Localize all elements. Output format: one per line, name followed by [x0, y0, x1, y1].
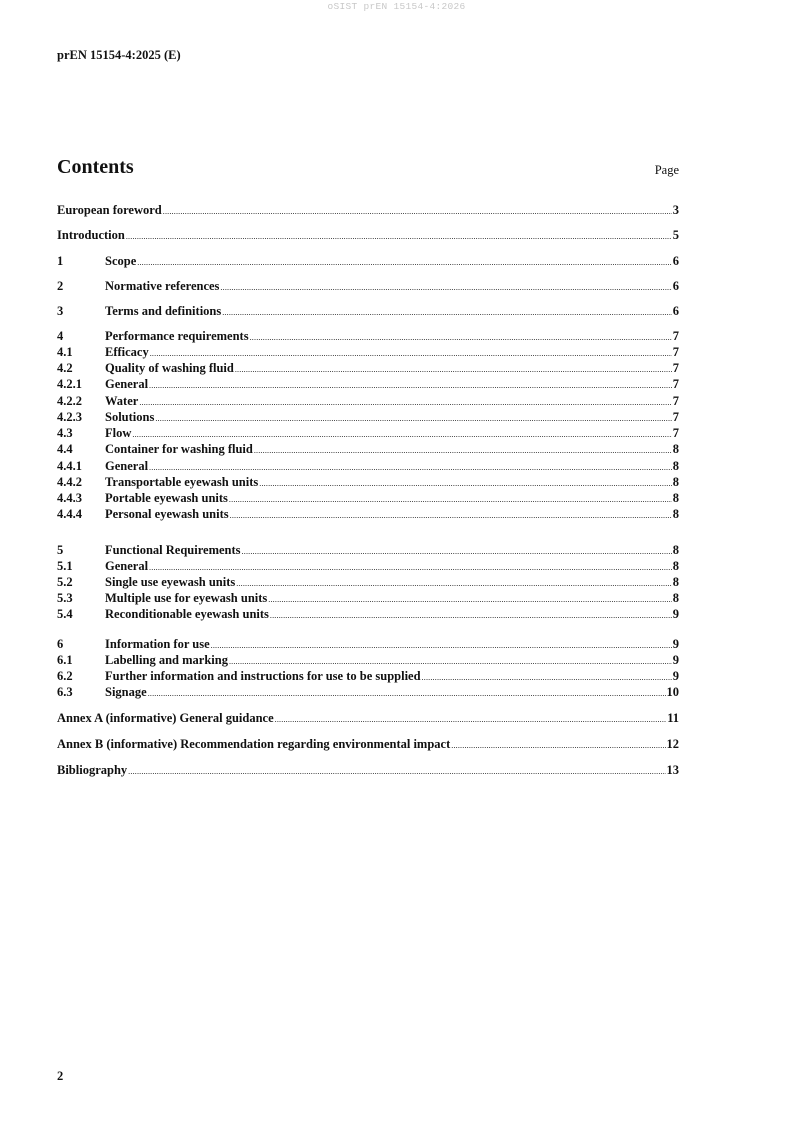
- page-number: 2: [57, 1069, 64, 1083]
- toc-entry[interactable]: [57, 574, 679, 590]
- toc-entry-page: 8: [672, 591, 679, 605]
- toc-entry-number: 4.2.2: [57, 394, 82, 408]
- toc-entry-title: Single use eyewash units: [105, 575, 236, 589]
- toc-entry-page: 6: [672, 304, 679, 318]
- toc-entry-title: Quality of washing fluid: [105, 361, 234, 375]
- toc-leader-dots: [230, 508, 672, 524]
- toc-entry-number: 4.2: [57, 361, 73, 375]
- toc-leader-dots: [220, 280, 671, 296]
- toc-entry[interactable]: [57, 762, 679, 778]
- toc-entry-number: 4.1: [57, 345, 73, 359]
- toc-entry[interactable]: [57, 441, 679, 457]
- toc-entry-page: 7: [672, 329, 679, 343]
- toc-entry[interactable]: [57, 303, 679, 319]
- toc-entry-number: 4.2.1: [57, 377, 82, 391]
- toc-entry-number: 4.4.3: [57, 491, 82, 505]
- toc-entry-number: 5.4: [57, 607, 73, 621]
- toc-entry-title: Normative references: [105, 279, 220, 293]
- toc-entry-page: 11: [667, 711, 679, 725]
- toc-entry-page: 5: [672, 228, 679, 242]
- toc-entry-page: 10: [666, 685, 679, 699]
- toc-entry-page: 7: [672, 377, 679, 391]
- toc-entry-number: 4.4.2: [57, 475, 82, 489]
- toc-entry-number: 1: [57, 254, 64, 268]
- toc-leader-dots: [126, 229, 672, 245]
- toc-leader-dots: [128, 764, 665, 780]
- toc-entry-title: General: [105, 377, 149, 391]
- page-title: Contents: [57, 156, 134, 178]
- toc-entry[interactable]: [57, 393, 679, 409]
- toc-entry-number: 6.2: [57, 669, 73, 683]
- toc-entry[interactable]: [57, 652, 679, 668]
- toc-entry-number: 4.2.3: [57, 410, 82, 424]
- toc-entry-page: 8: [672, 559, 679, 573]
- toc-entry-title: Flow: [105, 426, 132, 440]
- toc-entry-number: 4.4.1: [57, 459, 82, 473]
- toc-entry-page: 8: [672, 543, 679, 557]
- toc-entry-page: 8: [672, 459, 679, 473]
- toc-entry-title: Reconditionable eyewash units: [105, 607, 269, 621]
- toc-entry-number: 5.3: [57, 591, 73, 605]
- toc-entry[interactable]: [57, 736, 679, 752]
- toc-entry-page: 13: [666, 763, 679, 777]
- toc-leader-dots: [163, 204, 672, 220]
- toc-entry[interactable]: [57, 684, 679, 700]
- toc-entry[interactable]: [57, 253, 679, 269]
- toc-entry-page: 3: [672, 203, 679, 217]
- toc-entry-number: 6: [57, 637, 64, 651]
- toc-leader-dots: [270, 608, 672, 624]
- toc-entry-number: 5.1: [57, 559, 73, 573]
- toc-entry-page: 9: [672, 653, 679, 667]
- toc-entry-number: 4.4.4: [57, 507, 82, 521]
- toc-entry-title: Solutions: [105, 410, 155, 424]
- toc-entry-page: 7: [672, 426, 679, 440]
- toc-entry-title: Transportable eyewash units: [105, 475, 259, 489]
- toc-entry-number: 6.3: [57, 685, 73, 699]
- toc-entry[interactable]: [57, 202, 679, 218]
- toc-entry-page: 6: [672, 254, 679, 268]
- toc-leader-dots: [254, 443, 672, 459]
- toc-entry-title: Signage: [105, 685, 147, 699]
- toc-leader-dots: [222, 305, 672, 321]
- toc-entry[interactable]: [57, 409, 679, 425]
- toc-entry[interactable]: [57, 328, 679, 344]
- toc-entry-title: General: [105, 459, 149, 473]
- toc-leader-dots: [148, 686, 666, 702]
- toc-entry-title: Further information and instructions for use to be supplied: [105, 669, 421, 683]
- toc-entry-title: Introduction: [57, 228, 125, 242]
- toc-entry-number: 3: [57, 304, 64, 318]
- toc-entry-page: 8: [672, 491, 679, 505]
- toc-entry-title: Functional Requirements: [105, 543, 241, 557]
- toc-entry[interactable]: [57, 542, 679, 558]
- toc-entry-title: Portable eyewash units: [105, 491, 228, 505]
- toc-entry-page: 9: [672, 669, 679, 683]
- toc-entry[interactable]: [57, 376, 679, 392]
- toc-entry-title: Annex B (informative) Recommendation regarding environmental impact: [57, 737, 451, 751]
- toc-entry-title: Multiple use for eyewash units: [105, 591, 268, 605]
- toc-entry[interactable]: [57, 636, 679, 652]
- toc-entry-title: Efficacy: [105, 345, 149, 359]
- toc-entry-page: 12: [666, 737, 679, 751]
- toc-entry-page: 6: [672, 279, 679, 293]
- toc-entry-number: 4.4: [57, 442, 73, 456]
- toc-entry-title: Bibliography: [57, 763, 128, 777]
- toc-entry-number: 4: [57, 329, 64, 343]
- toc-entry-title: General: [105, 559, 149, 573]
- toc-entry[interactable]: [57, 558, 679, 574]
- toc-entry-page: 7: [672, 361, 679, 375]
- toc-leader-dots: [137, 255, 672, 271]
- toc-entry-page: 8: [672, 507, 679, 521]
- toc-entry[interactable]: [57, 590, 679, 606]
- toc-entry-title: Scope: [105, 254, 137, 268]
- toc-entry[interactable]: [57, 668, 679, 684]
- toc-entry-title: European foreword: [57, 203, 162, 217]
- watermark: oSIST prEN 15154-4:2026: [327, 1, 466, 12]
- toc-entry[interactable]: [57, 474, 679, 490]
- toc-entry[interactable]: [57, 490, 679, 506]
- toc-entry-page: 9: [672, 637, 679, 651]
- toc-leader-dots: [275, 712, 667, 728]
- toc-entry-page: 7: [672, 410, 679, 424]
- toc-entry-page: 8: [672, 475, 679, 489]
- toc-entry-page: 8: [672, 575, 679, 589]
- toc-entry-title: Water: [105, 394, 139, 408]
- toc-entry-page: 7: [672, 394, 679, 408]
- toc-entry-page: 7: [672, 345, 679, 359]
- toc-entry[interactable]: [57, 506, 679, 522]
- toc-entry-title: Personal eyewash units: [105, 507, 229, 521]
- toc-entry[interactable]: [57, 278, 679, 294]
- toc-entry-title: Performance requirements: [105, 329, 249, 343]
- toc-entry-page: 8: [672, 442, 679, 456]
- toc-entry-number: 5.2: [57, 575, 73, 589]
- toc-entry-number: 6.1: [57, 653, 73, 667]
- toc-entry[interactable]: [57, 425, 679, 441]
- toc-leader-dots: [451, 738, 665, 754]
- toc-entry[interactable]: [57, 227, 679, 243]
- toc-entry-title: Terms and definitions: [105, 304, 222, 318]
- toc-entry[interactable]: [57, 458, 679, 474]
- toc-entry[interactable]: [57, 344, 679, 360]
- toc-entry[interactable]: [57, 710, 679, 726]
- toc-entry-title: Container for washing fluid: [105, 442, 253, 456]
- document-header: prEN 15154-4:2025 (E): [57, 48, 181, 62]
- toc-entry[interactable]: [57, 360, 679, 376]
- toc-entry-number: 4.3: [57, 426, 73, 440]
- toc-leader-dots: [149, 378, 672, 394]
- toc-entry[interactable]: [57, 606, 679, 622]
- page-column-label: Page: [654, 163, 679, 177]
- toc-entry-page: 9: [672, 607, 679, 621]
- toc-entry-title: Annex A (informative) General guidance: [57, 711, 274, 725]
- toc-entry-title: Information for use: [105, 637, 210, 651]
- toc-entry-title: Labelling and marking: [105, 653, 228, 667]
- toc-entry-number: 2: [57, 279, 64, 293]
- toc-entry-number: 5: [57, 543, 64, 557]
